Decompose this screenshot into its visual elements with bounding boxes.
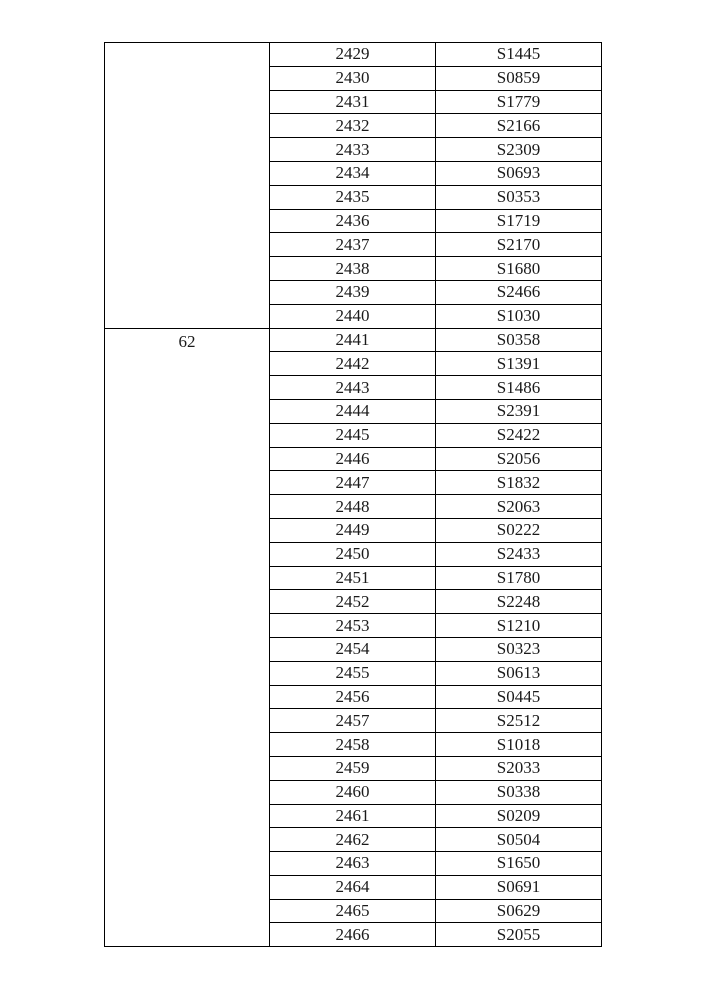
table-row [105, 328, 602, 352]
group-number-label: 62 [178, 331, 196, 351]
code-cell: S2466 [436, 280, 602, 304]
code-cell: S0859 [436, 66, 602, 90]
code-cell: S1719 [436, 209, 602, 233]
serial-number-cell: 2453 [270, 614, 436, 638]
serial-number-cell: 2434 [270, 161, 436, 185]
group-number-cell [105, 328, 270, 947]
code-cell: S2055 [436, 923, 602, 947]
serial-number-cell: 2439 [270, 280, 436, 304]
code-cell: S0504 [436, 828, 602, 852]
serial-number-cell: 2449 [270, 518, 436, 542]
serial-number-cell: 2457 [270, 709, 436, 733]
serial-number-cell: 2454 [270, 637, 436, 661]
serial-number-cell: 2458 [270, 733, 436, 757]
code-cell: S0445 [436, 685, 602, 709]
code-cell: S2433 [436, 542, 602, 566]
serial-number-cell: 2446 [270, 447, 436, 471]
serial-number-cell: 2435 [270, 185, 436, 209]
serial-number-cell: 2464 [270, 875, 436, 899]
table-row [105, 43, 602, 67]
code-cell: S2056 [436, 447, 602, 471]
code-cell: S1445 [436, 43, 602, 67]
code-cell: S1030 [436, 304, 602, 328]
serial-number-cell: 2462 [270, 828, 436, 852]
serial-number-cell: 2442 [270, 352, 436, 376]
code-cell: S2248 [436, 590, 602, 614]
serial-number-cell: 2461 [270, 804, 436, 828]
serial-number-cell: 2440 [270, 304, 436, 328]
serial-number-cell: 2463 [270, 852, 436, 876]
code-cell: S1680 [436, 257, 602, 281]
serial-number-cell: 2444 [270, 399, 436, 423]
serial-number-cell: 2460 [270, 780, 436, 804]
code-cell: S0338 [436, 780, 602, 804]
serial-number-cell: 2450 [270, 542, 436, 566]
code-cell: S0613 [436, 661, 602, 685]
code-cell: S0222 [436, 518, 602, 542]
group-number-cell [105, 43, 270, 329]
code-cell: S1779 [436, 90, 602, 114]
code-cell: S1780 [436, 566, 602, 590]
code-cell: S1832 [436, 471, 602, 495]
serial-number-cell: 2436 [270, 209, 436, 233]
serial-number-cell: 2445 [270, 423, 436, 447]
code-cell: S0358 [436, 328, 602, 352]
serial-number-cell: 2451 [270, 566, 436, 590]
code-cell: S2512 [436, 709, 602, 733]
serial-number-cell: 2437 [270, 233, 436, 257]
serial-number-cell: 2443 [270, 376, 436, 400]
serial-number-cell: 2448 [270, 495, 436, 519]
serial-number-cell: 2447 [270, 471, 436, 495]
code-cell: S0691 [436, 875, 602, 899]
code-cell: S1210 [436, 614, 602, 638]
serial-number-cell: 2455 [270, 661, 436, 685]
code-cell: S0693 [436, 161, 602, 185]
serial-number-cell: 2466 [270, 923, 436, 947]
serial-number-cell: 2441 [270, 328, 436, 352]
code-cell: S2309 [436, 138, 602, 162]
serial-number-cell: 2465 [270, 899, 436, 923]
serial-number-cell: 2459 [270, 756, 436, 780]
serial-number-cell: 2433 [270, 138, 436, 162]
serial-number-cell: 2452 [270, 590, 436, 614]
serial-number-cell: 2431 [270, 90, 436, 114]
code-cell: S0629 [436, 899, 602, 923]
code-cell: S2391 [436, 399, 602, 423]
code-cell: S2166 [436, 114, 602, 138]
code-cell: S1486 [436, 376, 602, 400]
code-cell: S2033 [436, 756, 602, 780]
code-cell: S2170 [436, 233, 602, 257]
serial-number-cell: 2438 [270, 257, 436, 281]
serial-number-cell: 2430 [270, 66, 436, 90]
code-cell: S2063 [436, 495, 602, 519]
code-cell: S1650 [436, 852, 602, 876]
serial-number-cell: 2456 [270, 685, 436, 709]
code-cell: S0353 [436, 185, 602, 209]
code-cell: S1018 [436, 733, 602, 757]
code-cell: S2422 [436, 423, 602, 447]
serial-number-cell: 2432 [270, 114, 436, 138]
code-cell: S0209 [436, 804, 602, 828]
data-table [104, 42, 602, 947]
table-body [105, 43, 602, 947]
group-number-label [105, 43, 269, 45]
code-cell: S0323 [436, 637, 602, 661]
code-cell: S1391 [436, 352, 602, 376]
serial-number-cell: 2429 [270, 43, 436, 67]
